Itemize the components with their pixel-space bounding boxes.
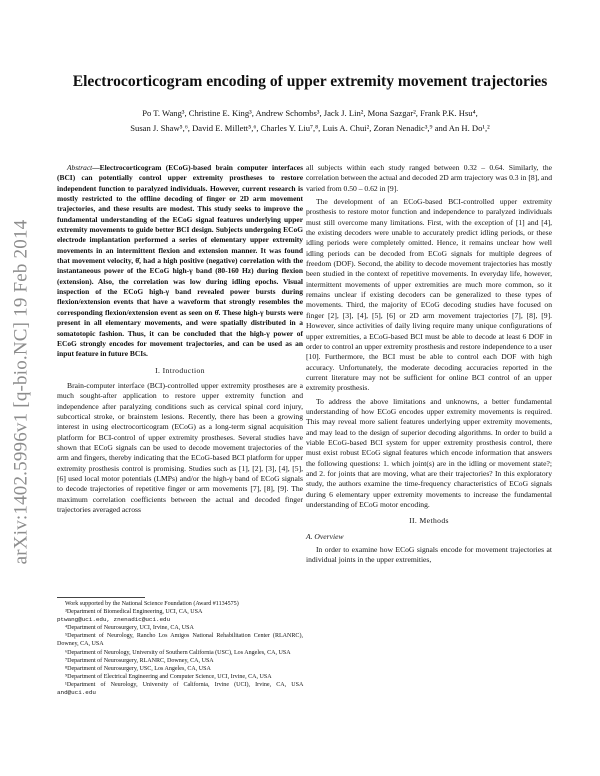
footnote-affiliation: ⁵Department of Neurology, Rancho Los Amigos National Rehabilitation Center (RLANRC), Downey, CA, USA (57, 633, 303, 648)
intro-paragraph: Brain-computer interface (BCI)-controlled upper extremity prostheses are a much sought-after application to restore upper extremity function and independence after paralyzing conditions such as cervical spinal cord injury, subcortical stroke, or brainstem lesions. Recently, there has been a growing interest in using electrocorticogram (ECoG) as a long-term signal acquisition platform for BCI-control of upper extremity prostheses. Several studies have shown that ECoG signals can be used to decode movement trajectories of the arm and fingers, thereby indicating that the ECoG-based BCI platform for upper extremity prosthesis control is promising. Studies such as [1], [2], [3], [4], [5], [6] used local motor potentials (LMPs) and/or the high-γ band of ECoG signals to decode trajectories of repetitive finger or arm movements [7], [8], [9]. The maximum correlation coefficients between the actual and decoded finger trajectories averaged across (57, 380, 303, 514)
footnote-email: and@uci.edu (57, 689, 96, 697)
arxiv-stamp (6, 219, 36, 565)
footnote-affiliation: ⁶Department of Neurology, University of Southern California (USC), Los Angeles, CA, USA (65, 649, 291, 656)
footnote-funding: Work supported by the National Science Foundation (Award #1134575) (65, 601, 239, 607)
subsection-heading-overview: A. Overview (306, 531, 344, 541)
section-heading-methods: II. Methods (409, 516, 449, 526)
arxiv-stamp-text: arXiv:1402.5996v1 [q-bio.NC] 19 Feb 2014 (10, 219, 32, 565)
footnote-affiliation: ⁴Department of Neurosurgery, UCI, Irvine, CA, USA (65, 625, 194, 632)
author-line-2: Susan J. Shaw⁵,⁶, David E. Millett⁵,⁶, Charles Y. Liu⁷,⁸, Luis A. Chui², Zoran Nenadic³,⁹ and An H. Do¹,² (130, 123, 490, 133)
body-paragraph: The development of an ECoG-based BCI-controlled upper extremity prosthesis to restore motor function and independence to paralyzed individuals must still overcome many limitations. First, with the exception of [1] and [4], the existing decoders were unable to accurately predict idling periods, or these idling periods were completely omitted. Hence, it remains unclear how well idling periods can be decoded from ECoG signals for multiple degrees of freedom (DOF). Second, the ability to decode movement trajectories has mostly been studied in the context of repetitive movements. In everyday life, however, intermittent movements of upper extremities are much more common, so it remains unclear if existing decoders can be generalized to these types of movements. Third, the majority of ECoG decoding studies have focused on finger [2], [3], [4], [5], [6] or 2D arm movement trajectories [7], [8], [9]. However, since activities of daily living require many unique configurations of upper extremities, a ECoG-based BCI must be able to decode at least 6 DOF in order to control an upper extremity prosthesis and restore independence to a user [10]. Furthermore, the BCI must be able to control each DOF with high accuracy. Unfortunately, the moderate decoding accuracies reported in the current literature may not be sufficient for online BCI control of an upper extremity prosthesis. (306, 197, 552, 393)
footnote-affiliation: ³Department of Biomedical Engineering, UCI, CA, USA (65, 609, 203, 616)
footnote-email: ptwang@uci.edu, znenadic@uci.edu (57, 616, 171, 624)
footnotes (57, 597, 303, 697)
author-list (44, 106, 576, 136)
abstract-label: Abstract (67, 163, 93, 172)
paper-title: Electrocorticogram encoding of upper extremity movement trajectories (72, 73, 548, 90)
footnote-affiliation: ⁸Department of Neurosurgery, USC, Los Angeles, CA, USA (65, 665, 211, 672)
body-paragraph: all subjects within each study ranged between 0.32 – 0.64. Similarly, the correlation between the actual and decoded 2D arm trajectory was 0.3 in [8], and varied from 0.50 – 0.62 in [9]. (306, 163, 552, 193)
footnote-affiliation: ¹Department of Neurology, University of California, Irvine (UCI), Irvine, CA, USA and@uci.edu (57, 681, 303, 697)
footnote-rule (57, 597, 145, 598)
section-heading-introduction: I. Introduction (155, 365, 205, 375)
abstract (57, 163, 303, 360)
footnote-affiliation: ⁷Department of Neurosurgery, RLANRC, Downey, CA, USA (65, 657, 214, 664)
author-line-1: Po T. Wang³, Christine E. King³, Andrew Schombs³, Jack J. Lin², Mona Sazgar², Frank P.K. Hsu⁴, (142, 108, 478, 118)
right-column (306, 163, 552, 566)
methods-paragraph: In order to examine how ECoG signals encode for movement trajectories at individual joints in the upper extremities, (306, 545, 552, 565)
abstract-text: —Electrocorticogram (ECoG)-based brain computer interfaces (BCI) can potentially control upper extremity prostheses to restore independent function to paralyzed individuals. However, current research is mostly restricted to the offline decoding of finger or 2D arm movement trajectories, and these results are modest. This study seeks to improve the fundamental understanding of the ECoG signal features underlying upper extremity movements to guide better BCI design. Subjects undergoing ECoG electrode implantation performed a series of elementary upper extremity movements in an intermittent flexion and extension manner. It was found that movement velocity, θ̇, had a high positive (negative) correlation with the instantaneous power of the ECoG high-γ band (80-160 Hz) during flexion (extension). Also, the correlation was low during idling epochs. Visual inspection of the ECoG high-γ band revealed power bursts during flexion/extension events that have a waveform that strongly resembles the corresponding flexion/extension event as seen on θ̇. These high-γ bursts were present in all elementary movements, and were spatially distributed in a somatotopic fashion. Thus, it can be concluded that the high-γ power of ECoG strongly encodes for movement trajectories, and can be used as an input feature in future BCIs. (57, 163, 303, 359)
left-column (57, 163, 303, 515)
body-paragraph: To address the above limitations and unknowns, a better fundamental understanding of how ECoG encodes upper extremity movements is required. This may reveal more salient features underlying upper extremity movements, and may lead to the design of superior decoding algorithms. In order to build a viable ECoG-based BCI system for upper extremity prosthesis control, there must exist robust ECoG signal features which encode information that answers the following questions: 1. which joint(s) are in the idling or movement state?; and 2. for joints that are moving, what are their trajectories? In this exploratory study, the authors examine the time-frequency characteristics of ECoG signals during 6 elementary upper extremity movements to increase the fundamental understanding of ECoG motor encoding. (306, 396, 552, 509)
footnote-affiliation: ⁹Department of Electrical Engineering and Computer Science, UCI, Irvine, CA, USA (65, 673, 272, 680)
